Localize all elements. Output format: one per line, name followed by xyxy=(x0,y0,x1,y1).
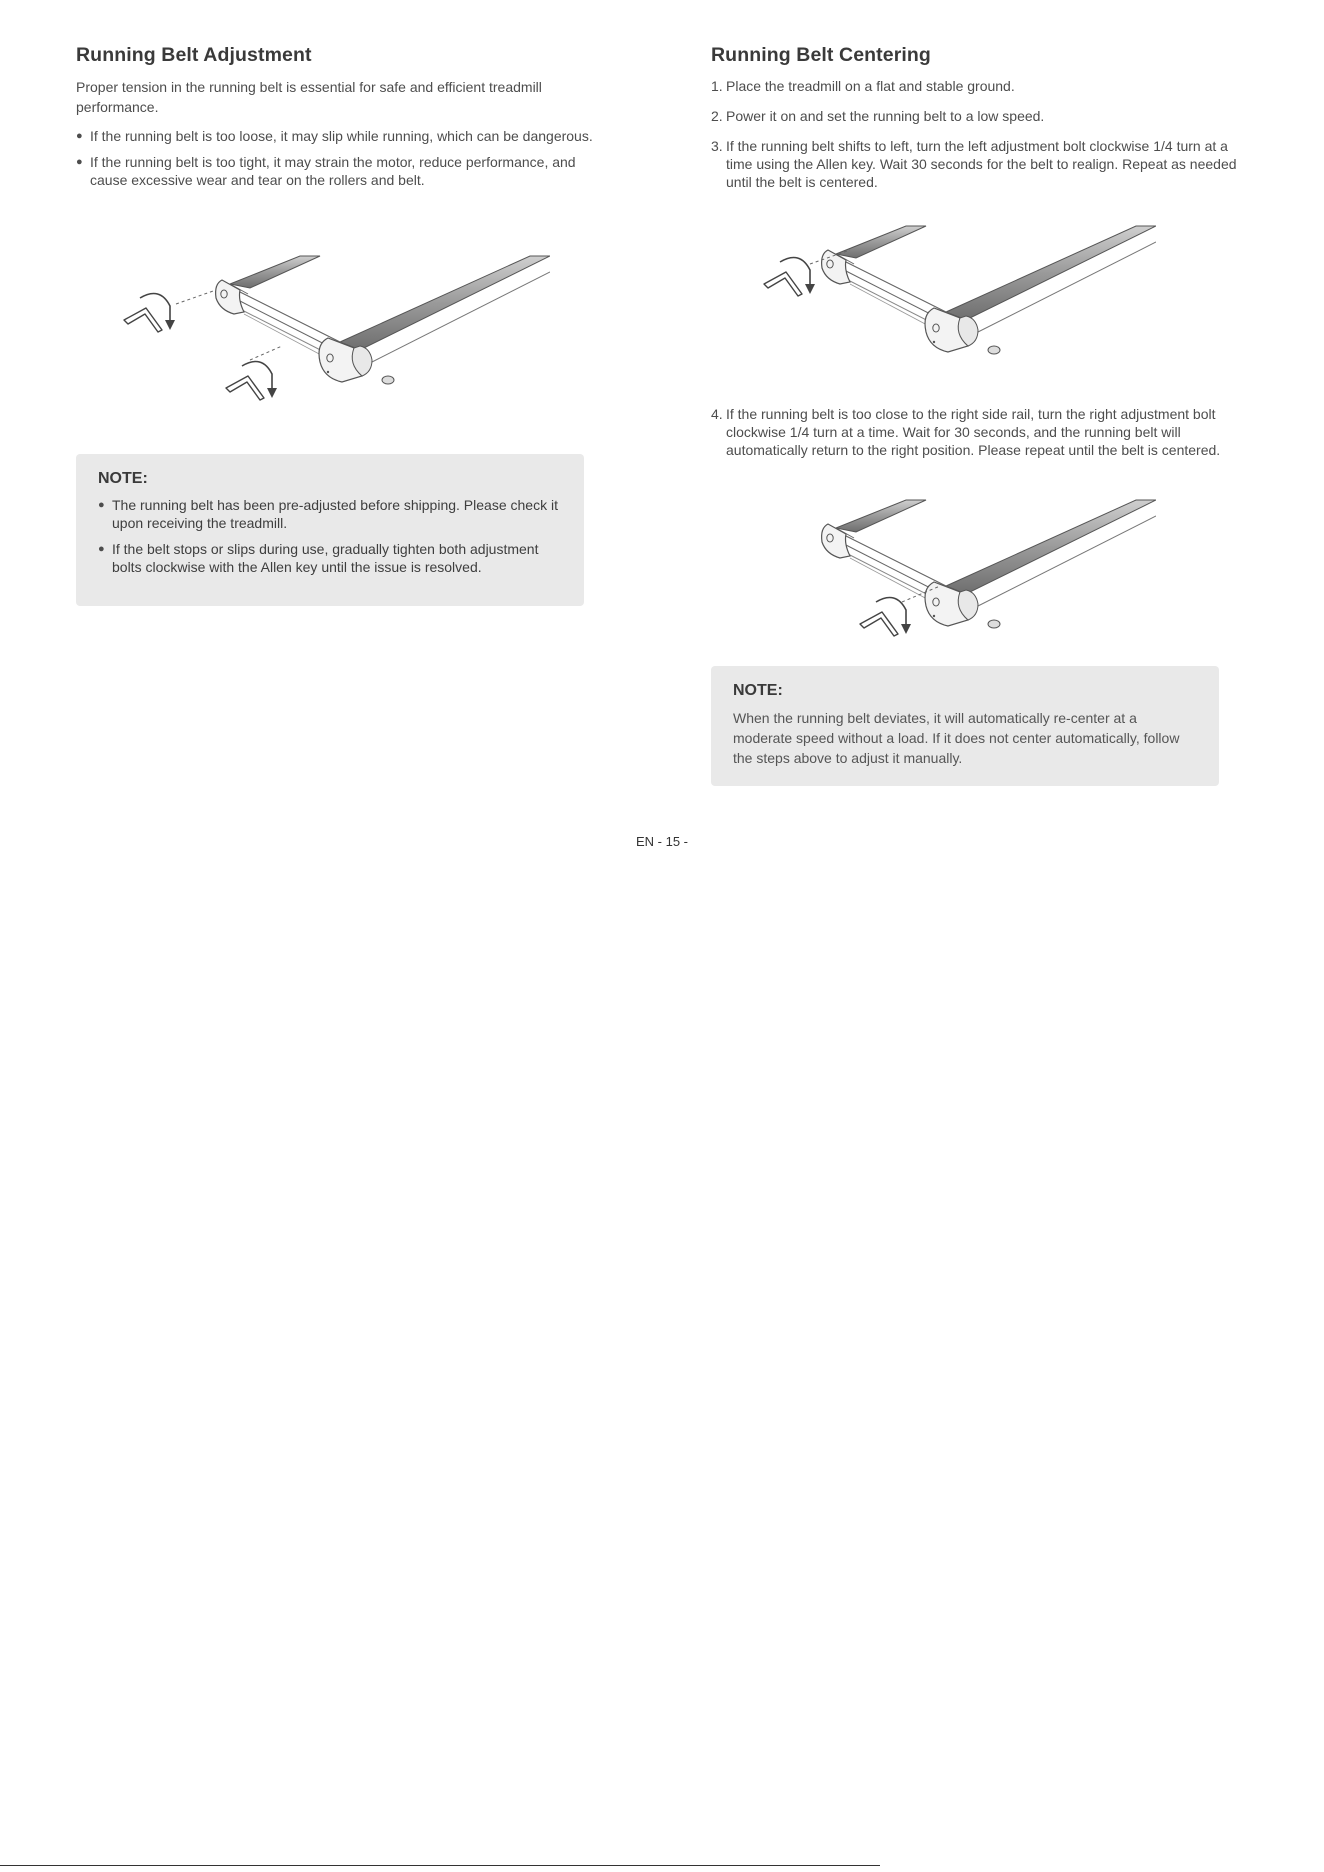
centering-steps-list xyxy=(711,77,1241,191)
dashed-guide-line xyxy=(900,582,950,612)
step-item: 2. Power it on and set the running belt to a low speed. xyxy=(711,108,1045,124)
step-item: 3. If the running belt shifts to left, turn the left adjustment bolt clockwise 1/4 turn at a time using the Allen key. Wait 30 seconds for the belt to realign. Repeat as needed until the belt is centered. xyxy=(711,138,1237,190)
list-item: ● If the running belt is too tight, it may strain the motor, reduce performance, and cause excessive wear and tear on the rollers and belt. xyxy=(76,154,576,188)
bottom-divider xyxy=(0,1865,880,1866)
list-item: ● If the running belt is too loose, it may slip while running, which can be dangerous. xyxy=(76,128,593,144)
bullet-icon: ● xyxy=(76,130,83,142)
note-heading: NOTE: xyxy=(98,470,148,487)
left-column xyxy=(76,44,596,197)
section-title-belt-centering: Running Belt Centering xyxy=(711,44,931,66)
note-text: When the running belt deviates, it will automatically re-center at a moderate speed without a load. If it does not center automatically, follow the steps above to adjust it manually. xyxy=(733,710,1180,766)
bullet-icon: ● xyxy=(98,499,105,511)
step-4-block xyxy=(711,405,1241,459)
bullet-icon: ● xyxy=(98,543,105,555)
adjustment-bullet-list xyxy=(76,127,596,189)
list-item: ● The running belt has been pre-adjusted before shipping. Please check it upon receiving the treadmill. xyxy=(98,497,558,531)
note-heading: NOTE: xyxy=(733,682,783,699)
bullet-icon: ● xyxy=(76,156,83,168)
list-item: ● If the belt stops or slips during use, gradually tighten both adjustment bolts clockwise with the Allen key until the issue is resolved. xyxy=(98,541,539,575)
note-bullet-list xyxy=(98,496,562,576)
note-box-centering xyxy=(711,666,1219,786)
treadmill-deck-illustration xyxy=(716,498,1156,648)
step-item: 4. If the running belt is too close to the right side rail, turn the right adjustment bolt clockwise 1/4 turn at a time. Wait for 30 seconds, and the running belt will automatically return to the right position. Please repeat until the belt is centered. xyxy=(711,406,1221,458)
step-item: 1. Place the treadmill on a flat and stable ground. xyxy=(711,78,1015,94)
note-box-adjustment xyxy=(76,454,584,606)
page-number: EN - 15 - xyxy=(635,834,688,849)
right-column xyxy=(711,44,1241,191)
treadmill-right-bolt-illustration xyxy=(716,498,1156,648)
section-title-belt-adjustment: Running Belt Adjustment xyxy=(76,44,312,66)
dashed-guide-line xyxy=(170,290,290,370)
dashed-guide-line xyxy=(808,246,858,276)
intro-text: Proper tension in the running belt is essential for safe and efficient treadmill performance. xyxy=(76,79,542,115)
